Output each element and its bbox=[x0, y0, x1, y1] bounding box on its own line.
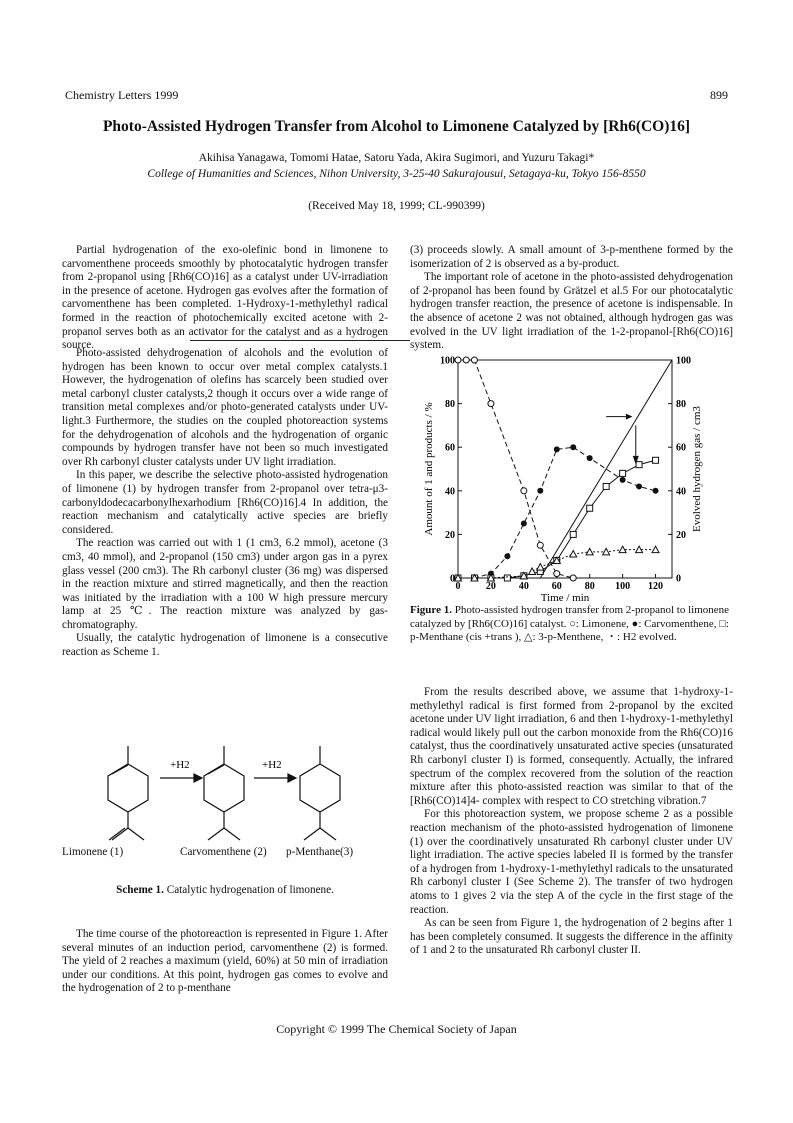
carvomenthene-point bbox=[587, 455, 593, 461]
y-tick-label: 0 bbox=[450, 573, 455, 585]
arrowhead-2 bbox=[288, 774, 296, 782]
p-menthane-point bbox=[620, 470, 626, 476]
series-line bbox=[540, 360, 672, 578]
menthene-point bbox=[586, 548, 593, 555]
limonene-point bbox=[537, 542, 543, 548]
x-tick-label: 120 bbox=[648, 581, 664, 592]
label-limonene: Limonene (1) bbox=[62, 846, 124, 858]
y-tick-label: 40 bbox=[445, 486, 455, 498]
menthene-point bbox=[537, 564, 544, 571]
p-menthane-point bbox=[504, 575, 510, 581]
y2-axis-label: Evolved hydrogen gas / cm3 bbox=[691, 406, 703, 532]
authors: Akihisa Yanagawa, Tomomi Hatae, Satoru Yada, Akira Sugimori, and Yuzuru Takagi* bbox=[198, 152, 595, 164]
limonene-structure bbox=[108, 746, 148, 840]
carvomenthene-point bbox=[504, 553, 510, 559]
scheme-caption-text: Catalytic hydrogenation of limonene. bbox=[166, 884, 334, 896]
label-p-menthane: p-Menthane(3) bbox=[286, 846, 354, 858]
left-column-bottom bbox=[62, 928, 388, 996]
affinity-paragraph: As can be seen from Figure 1, the hydrogenation of 2 begins after 1 has been completely consumed. It suggests the difference in the affinity of 1 and 2 to the unsaturated Rh carbonyl cluster II. bbox=[410, 917, 733, 957]
p-menthane-point bbox=[603, 483, 609, 489]
y2-tick-label: 0 bbox=[676, 573, 681, 585]
abstract bbox=[62, 244, 388, 353]
h2-label-1: +H2 bbox=[170, 759, 190, 771]
menthene-point bbox=[529, 568, 536, 575]
copyright: Copyright © 1999 The Chemical Society of Japan bbox=[276, 1022, 517, 1036]
carvomenthene-point bbox=[537, 488, 543, 494]
menthene-point bbox=[603, 548, 610, 555]
affiliation: College of Humanities and Sciences, Nihon University, 3-25-40 Sakurajousui, Setagaya-ku, Tokyo 156-8550 bbox=[147, 168, 646, 180]
acetone-role-paragraph: The important role of acetone in the photo-assisted dehydrogenation of 2-propanol has been found by Grätzel et al.5 For our photocatalytic hydrogen transfer reaction, the presence of acetone is indispensable. In the absence of acetone 2 was not obtained, although hydrogen gas was evolved in the UV light irradiation of the 1-2-propanol-[Rh6(CO)16] system. bbox=[410, 271, 733, 352]
abstract-text: Partial hydrogenation of the exo-olefinic bond in limonene to carvomenthene proceeds smoothly by photocatalytic hydrogen transfer from 2-propanol using [Rh6(CO)16] as a catalyst under UV-irradiation in the presence of acetone. Hydrogen gas evolves after the formation of carvomenthene has been completed. 1-Hydroxy-1-methylethyl radical formed in the reaction of photochemically excited acetone with 2-propanol serves both as an activator for the catalyst and as a hydrogen source. bbox=[62, 244, 388, 352]
limonene-point bbox=[570, 575, 576, 581]
scheme-intro-paragraph: Usually, the catalytic hydrogenation of limonene is a consecutive reaction as Scheme 1. bbox=[62, 632, 388, 659]
x-tick-label: 80 bbox=[584, 581, 595, 592]
y2-tick-label: 80 bbox=[676, 399, 686, 411]
carvomenthene-point bbox=[570, 444, 576, 450]
carvomenthene-point bbox=[554, 446, 560, 452]
y-axis-label: Amount of 1 and products / % bbox=[423, 402, 435, 536]
paper-title: Photo-Assisted Hydrogen Transfer from Alcohol to Limonene Catalyzed by [Rh6(CO)16] bbox=[102, 118, 691, 135]
y2-tick-label: 60 bbox=[676, 442, 686, 454]
carvomenthene-point bbox=[521, 521, 527, 527]
limonene-point bbox=[488, 401, 494, 407]
figure-caption-text: Photo-assisted hydrogen transfer from 2-propanol to limonene catalyzed by [Rh6(CO)16] catalyst. ○: Limonene, ●: Carvomenthene, □: p-Menthane (cis +trans ), △: 3-p-Menthene, ・: H2 evolved. bbox=[410, 604, 730, 644]
y2-tick-label: 40 bbox=[676, 486, 686, 498]
left-column-body bbox=[62, 347, 388, 660]
y-tick-label: 60 bbox=[445, 442, 455, 454]
aim-paragraph: In this paper, we describe the selective photo-assisted hydrogenation of limonene (1) by hydrogen transfer from 2-propanol over tetra-μ3-carbonyldodecacarbonylhexarhodium [Rh6(CO)16].4 In addition, the reaction mechanism and catalytically active species are briefly considered. bbox=[62, 469, 388, 536]
y-tick-label: 100 bbox=[440, 355, 455, 367]
arrowhead-1 bbox=[194, 774, 202, 782]
limonene-point bbox=[521, 488, 527, 494]
y2-tick-label: 100 bbox=[676, 355, 691, 367]
carvomenthene-point bbox=[620, 477, 626, 483]
p-menthane-structure bbox=[300, 746, 340, 840]
time-course-paragraph: The time course of the photoreaction is represented in Figure 1. After several minutes of an induction period, carvomenthene (2) is formed. The yield of 2 reaches a maximum (yield, 60%) at 50 min of irradiation under our conditions. At this point, hydrogen gas comes to evolve and the hydrogenation of 2 to p-menthane bbox=[62, 928, 388, 995]
y-tick-label: 80 bbox=[445, 399, 455, 411]
menthene-point bbox=[570, 551, 577, 558]
series-line bbox=[458, 360, 573, 578]
x-tick-label: 100 bbox=[615, 581, 631, 592]
h2-label-2: +H2 bbox=[262, 759, 282, 771]
page-number: 899 bbox=[710, 88, 728, 102]
carvomenthene-structure bbox=[204, 746, 244, 840]
x-tick-label: 40 bbox=[518, 581, 529, 592]
scheme-1-structures bbox=[62, 728, 388, 846]
intro-paragraph: Photo-assisted dehydrogenation of alcohols and the evolution of hydrogen has been known to occur over metal complex catalysts.1 However, the hydrogenation of olefins has scarcely been studied over metal carbonyl cluster catalysts,2 though it occurs over a wide range of transition metal complexes and/or photo-generated catalysts under UV-light.3 Furthermore, the studies on the coupled photoreaction systems for the dehydrogenation of alcohols and the hydrogenation of organic compounds by hydrogen transfer have not been so much investigated over Rh carbonyl cluster catalysts under UV light irradiation. bbox=[62, 347, 388, 468]
plot-frame bbox=[458, 360, 672, 578]
limonene-point bbox=[463, 357, 469, 363]
x-tick-label: 0 bbox=[455, 581, 461, 592]
scheme-caption-label: Scheme 1. bbox=[116, 884, 164, 896]
p-menthane-point bbox=[570, 531, 576, 537]
x-tick-label: 20 bbox=[485, 581, 496, 592]
limonene-point bbox=[554, 571, 560, 577]
carvomenthene-point bbox=[653, 488, 659, 494]
byproduct-paragraph: (3) proceeds slowly. A small amount of 3-p-menthene formed by the isomerization of 2 is observed as a by-product. bbox=[410, 244, 733, 270]
h2-axis-arrowhead bbox=[626, 414, 633, 420]
method-paragraph: The reaction was carried out with 1 (1 cm3, 6.2 mmol), acetone (3 cm3, 40 mmol), and 2-propanol (150 cm3) under argon gas in a pyrex glass vessel (200 cm3). The Rh carbonyl cluster (36 mg) was dispersed in the reaction mixture and stirred magnetically, and then the reaction was initiated by the irradiation with a 100 W high pressure mercury lamp at 25 ℃. The reaction mixture was analyzed by gas-chromatography. bbox=[62, 537, 388, 631]
figure-1-chart bbox=[410, 352, 733, 602]
figure-caption-label: Figure 1. bbox=[410, 604, 452, 616]
limonene-point bbox=[471, 357, 477, 363]
limonene-point bbox=[455, 357, 461, 363]
label-carvomenthene: Carvomenthene (2) bbox=[180, 846, 267, 858]
received-date: (Received May 18, 1999; CL-990399) bbox=[308, 200, 485, 212]
figure-caption bbox=[410, 604, 733, 645]
y2-tick-label: 20 bbox=[676, 529, 686, 541]
carvomenthene-point bbox=[636, 483, 642, 489]
p-menthane-point bbox=[636, 462, 642, 468]
scheme-2-paragraph: For this photoreaction system, we propose scheme 2 as a possible reaction mechanism of the photo-assisted hydrogenation of limonene (1) over the coordinatively unsaturated Rh carbonyl cluster under UV light irradiation. The active species labeled II is formed by the transfer of a hydrogen from 1-hydroxy-1-methylethyl radicals to the unsaturated Rh carbonyl cluster I (See Scheme 2). The transfer of two hydrogen atoms to 1 gives 2 via the step A of the cycle in the first stage of the reaction. bbox=[410, 808, 733, 916]
p-menthane-point bbox=[587, 505, 593, 511]
p-menthane-point bbox=[653, 457, 659, 463]
right-column-body bbox=[410, 686, 733, 958]
abstract-divider bbox=[190, 340, 410, 341]
right-column-top bbox=[410, 244, 733, 353]
x-axis-label: Time / min bbox=[540, 592, 590, 602]
mechanism-paragraph: From the results described above, we assume that 1-hydroxy-1-methylethyl radical is first formed from 2-propanol by the excited acetone under UV light irradiation, 6 and then 1-hydroxy-1-methylethyl radical would likely pull out the carbon monoxide from the Rh6(CO)16 catalyst, thus the coordinatively unsaturated active species (unsaturated Rh carbonyl cluster I) is formed, consequently. Actually, the infrared spectrum of the complex recovered from the solution of the reaction mixture after this photo-assisted reaction was similar to that of the [Rh6(CO)14]4- complex with respect to CO stretching vibration.7 bbox=[410, 686, 733, 807]
journal-header: Chemistry Letters 1999 bbox=[65, 88, 179, 102]
x-tick-label: 60 bbox=[551, 581, 562, 592]
scheme-caption bbox=[62, 884, 388, 896]
y-tick-label: 20 bbox=[445, 529, 455, 541]
